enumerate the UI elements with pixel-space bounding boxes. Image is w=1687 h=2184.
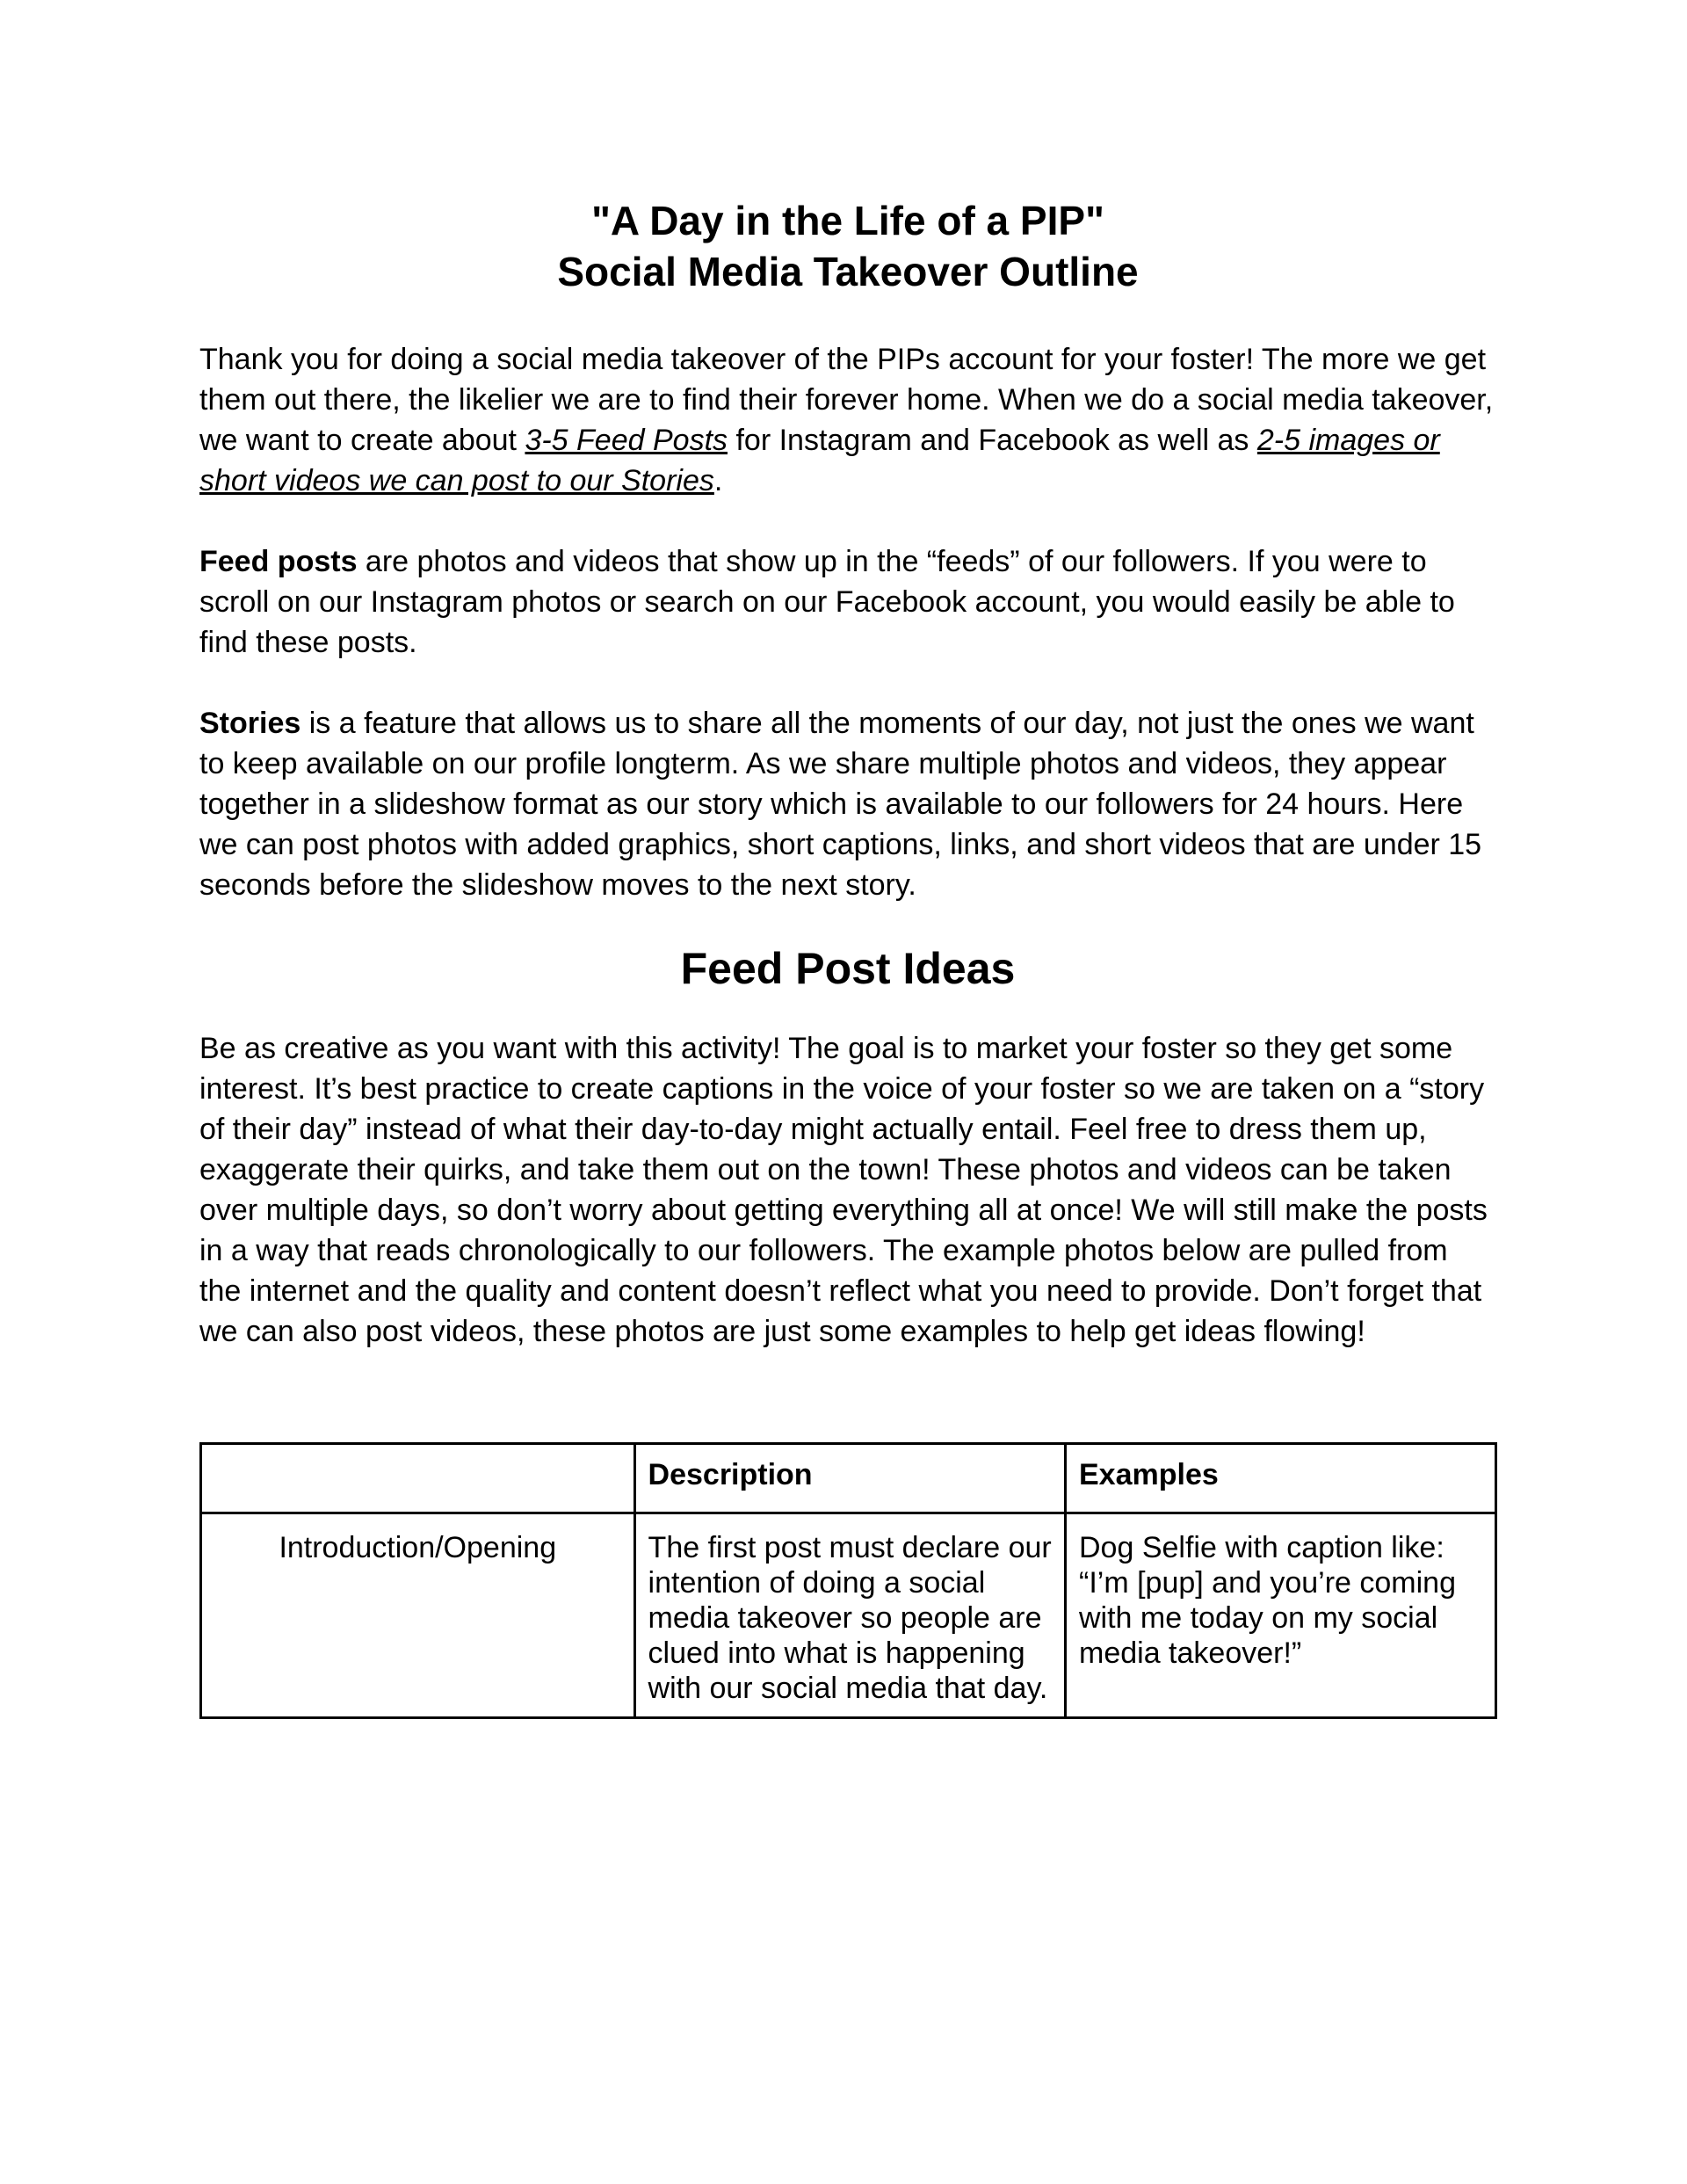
title-line-1: "A Day in the Life of a PIP" bbox=[591, 198, 1104, 243]
row-label: Introduction/Opening bbox=[201, 1513, 635, 1718]
document-page bbox=[199, 195, 1496, 1719]
header-blank-cell bbox=[201, 1444, 635, 1513]
feed-ideas-table-wrap bbox=[199, 1442, 1496, 1719]
row-description: The first post must declare our intention of doing a social media takeover so people are clued into what is happening with our social media that day. bbox=[634, 1513, 1065, 1718]
feed-posts-term: Feed posts bbox=[199, 545, 358, 578]
stories-text: is a feature that allows us to share all the moments of our day, not just the ones we want to keep available on our profile longterm. As we share multiple photos and videos, they appear together in a slideshow format as our story which is available to our followers for 24 hours. Here we can post photos with added graphics, short captions, links, and short videos that are under 15 seconds before the slideshow moves to the next story. bbox=[199, 707, 1482, 902]
stories-paragraph bbox=[199, 703, 1496, 905]
row-example: Dog Selfie with caption like: “I’m [pup] and you’re coming with me today on my social media takeover!” bbox=[1066, 1513, 1496, 1718]
section-body-paragraph: Be as creative as you want with this activity! The goal is to market your foster so they get some interest. It’s best practice to create captions in the voice of your foster so we are taken on a “story of their day” instead of what their day-to-day might actually entail. Feel free to dress them up, exaggerate their quirks, and take them out on the town! These photos and videos can be taken over multiple days, so don’t worry about getting everything all at once! We will still make the posts in a way that reads chronologically to our followers. The example photos below are pulled from the internet and the quality and content doesn’t reflect what you need to provide. Don’t forget that we can also post videos, these photos are just some examples to help get ideas flowing! bbox=[199, 1032, 1488, 1348]
feed-ideas-table bbox=[199, 1442, 1497, 1719]
feed-posts-emphasis: 3-5 Feed Posts bbox=[525, 424, 728, 457]
feed-posts-text: are photos and videos that show up in the “feeds” of our followers. If you were to scroll on our Instagram photos or search on our Facebook account, you would easily be able to find these posts. bbox=[199, 545, 1455, 659]
paragraph-spacer bbox=[199, 501, 1496, 541]
table-row bbox=[201, 1513, 1496, 1718]
header-description: Description bbox=[634, 1444, 1065, 1513]
section-heading: Feed Post Ideas bbox=[680, 944, 1016, 993]
intro-text-c: . bbox=[713, 464, 723, 497]
table-header-row bbox=[201, 1444, 1496, 1513]
paragraph-spacer bbox=[199, 663, 1496, 703]
intro-paragraph bbox=[199, 339, 1496, 501]
feed-posts-paragraph bbox=[199, 541, 1496, 663]
intro-text-b: for Instagram and Facebook as well as bbox=[728, 424, 1257, 457]
intro-text-a: Thank you for doing a social media takeover of the PIPs account for your foster! The more we get them out there, the likelier we are to find their forever home. When we do a social media takeover, we want to create about bbox=[199, 343, 1494, 457]
title-line-2: Social Media Takeover Outline bbox=[557, 249, 1139, 294]
stories-term: Stories bbox=[199, 707, 301, 740]
document-title bbox=[199, 195, 1496, 297]
header-examples: Examples bbox=[1066, 1444, 1496, 1513]
stories-emphasis: 2-5 images or short videos we can post to our Stories bbox=[199, 424, 1440, 497]
